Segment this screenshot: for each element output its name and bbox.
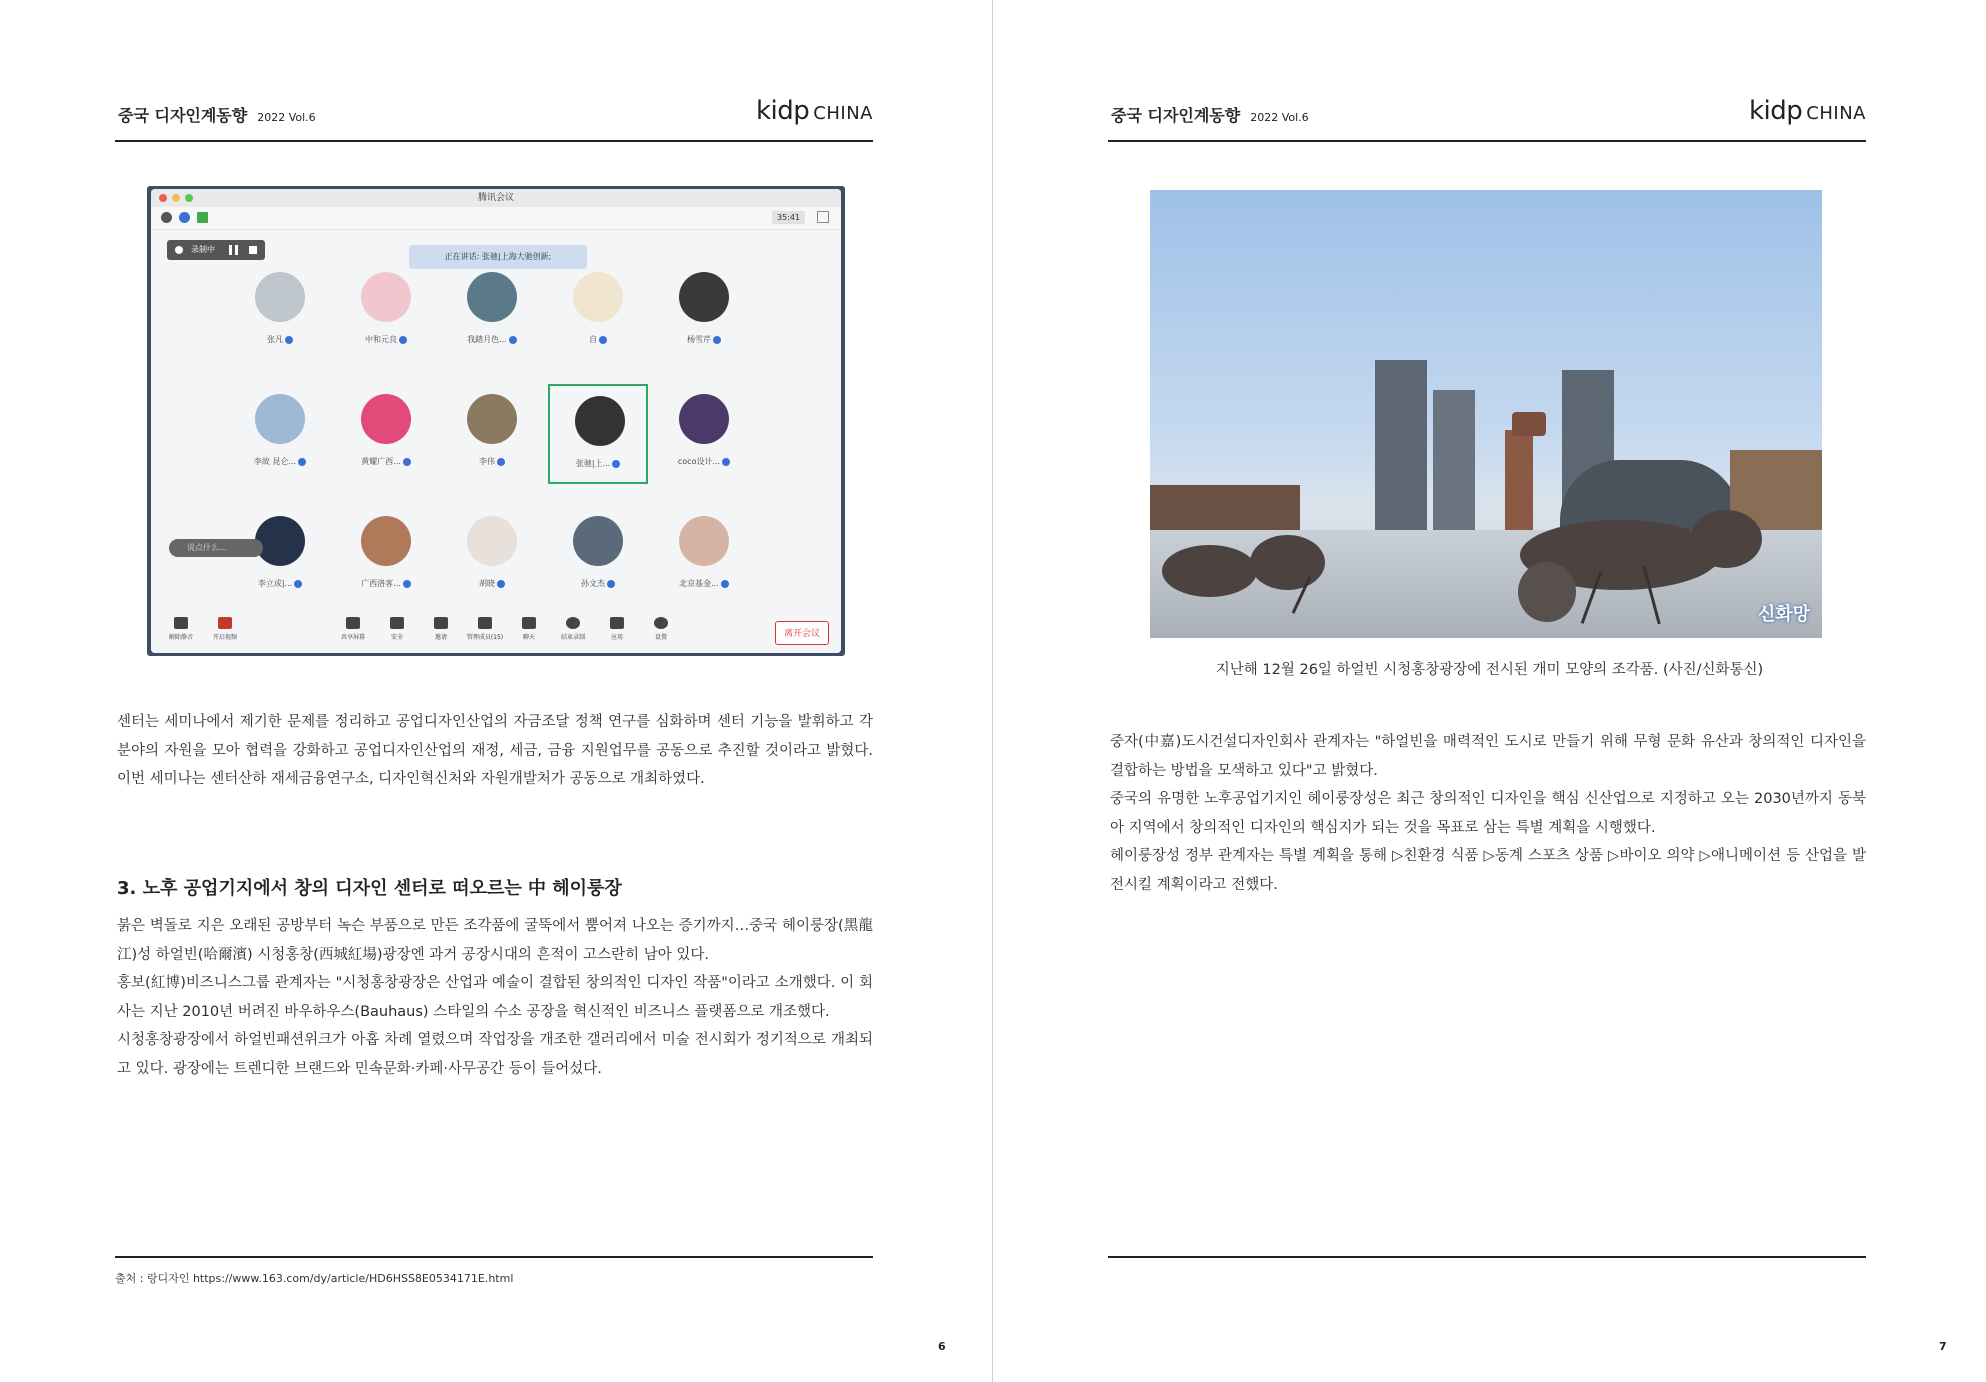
invite-label: 邀请	[434, 634, 447, 641]
paragraph-text: 센터는 세미나에서 제기한 문제를 정리하고 공업디자인산업의 자금조달 정책 연구를 심화하며 센터 기능을 발휘하고 각 분야의 자원을 모아 협력을 강화하고 공업디자인산업의 재정, 세금, 금융 지원업무를 공동으로 추진할 것이라고 밝혔다. 이번 세미나는 센터산하 재세금융연구소, 디자인혁신처와 자원개발처가 공동으로 개최하였다.	[117, 714, 873, 787]
section-paragraph-1: 붉은 벽돌로 지은 오래된 공방부터 녹슨 부품으로 만든 조각품에 굴뚝에서 뿜어져 나오는 증기까지…중국 헤이룽장(黑龍江)성 하얼빈(哈爾濱) 시청홍창(西城紅場)광장엔 과거 공장시대의 흔적이 고스란히 남아 있다.	[117, 918, 873, 963]
settings-label: 设置	[654, 634, 667, 641]
end-recording-button[interactable]	[551, 617, 595, 641]
start-video-label: 开启视频	[212, 634, 237, 641]
chat-icon	[522, 617, 536, 629]
brick-building	[1150, 485, 1300, 535]
member-badge-icon	[403, 458, 411, 466]
maximize-dot-icon[interactable]	[185, 194, 193, 202]
header-title	[118, 103, 316, 126]
participant-name-text: 张凡	[267, 335, 283, 344]
speaking-banner: 正在讲话: 张驰|上海大驰创新;	[409, 245, 587, 269]
avatar	[361, 272, 411, 322]
logo-kidp: kidp	[756, 96, 810, 126]
microphone-icon	[174, 617, 188, 629]
stop-icon[interactable]	[249, 246, 257, 254]
participant-name	[548, 334, 648, 345]
participant-tile[interactable]	[442, 262, 542, 362]
members-icon	[478, 617, 492, 629]
participant-tile[interactable]	[230, 384, 330, 484]
unmute-label: 解除静音	[168, 634, 193, 641]
section-paragraph-2: 홍보(紅博)비즈니스그룹 관계자는 "시청홍창광장은 산업과 예술이 결합된 창의적인 디자인 작품"이라고 소개했다. 이 회사는 지난 2010년 버려진 바우하우스(Bauhaus) 스타일의 수소 공장을 혁신적인 비즈니스 플랫폼으로 개조했다.	[117, 975, 873, 1020]
avatar	[255, 272, 305, 322]
security-icon	[390, 617, 404, 629]
cloud-record-icon	[175, 246, 183, 254]
right-page	[993, 0, 1986, 1382]
participant-name-text: 张驰|上...	[575, 459, 611, 468]
participant-name	[442, 334, 542, 345]
avatar	[573, 272, 623, 322]
footer-rule	[1108, 1256, 1866, 1258]
participant-tile[interactable]	[548, 262, 648, 362]
security-label: 安全	[390, 634, 403, 641]
ant-sculpture-small	[1250, 535, 1325, 590]
participant-name-text: 黄耀广西...	[361, 457, 401, 466]
ant-sculpture-photo	[1150, 190, 1822, 638]
video-meeting-screenshot	[147, 186, 845, 656]
share-screen-label: 共享屏幕	[340, 634, 365, 641]
water-tower	[1505, 430, 1533, 530]
right-body	[1110, 728, 1866, 899]
pause-icon[interactable]	[229, 245, 238, 255]
participant-name-text: coco设计...	[677, 457, 721, 466]
participant-name	[336, 456, 436, 467]
apps-icon	[610, 617, 624, 629]
settings-button[interactable]	[639, 617, 683, 641]
body-paragraph-1	[117, 708, 873, 794]
share-screen-icon	[346, 617, 360, 629]
section-paragraph-3: 시청홍창광장에서 하얼빈패션위크가 아홉 차례 열렸으며 작업장을 개조한 갤러리에서 미술 전시회가 정기적으로 개최되고 있다. 광장에는 트렌디한 브랜드와 민속문화·카페·사무공간 등이 들어섰다.	[117, 1032, 873, 1077]
leave-meeting-button[interactable]: 离开会议	[775, 621, 829, 645]
participant-name	[654, 456, 754, 467]
signal-icon	[197, 212, 208, 223]
member-badge-icon	[285, 336, 293, 344]
avatar	[679, 516, 729, 566]
avatar	[361, 394, 411, 444]
member-badge-icon	[294, 580, 302, 588]
participant-tile[interactable]	[654, 384, 754, 484]
share-screen-button[interactable]	[331, 617, 375, 641]
participant-name-text: 北京基金...	[679, 579, 719, 588]
section-body	[117, 912, 873, 1083]
member-badge-icon	[298, 458, 306, 466]
footer-rule	[115, 1256, 873, 1258]
avatar	[575, 396, 625, 446]
page-number: 7	[1939, 1340, 1947, 1353]
header-title-text: 중국 디자인계동향	[118, 106, 248, 125]
tower-building	[1375, 360, 1427, 535]
ant-sculpture-small	[1162, 545, 1257, 597]
participant-name	[336, 578, 436, 589]
page-number: 6	[938, 1340, 946, 1353]
participant-tile[interactable]	[442, 506, 542, 606]
source-citation: 출처 : 랑디자인 https://www.163.com/dy/article/HD6HSS8E0534171E.html	[115, 1272, 514, 1285]
meeting-window-title: 腾讯会议	[477, 193, 514, 203]
participant-tile[interactable]	[230, 262, 330, 362]
invite-button[interactable]	[419, 617, 463, 641]
photo-caption: 지난해 12월 26일 하얼빈 시청홍창광장에 전시된 개미 모양의 조각품. (사진/신화통신)	[1215, 662, 1764, 678]
participant-name	[230, 456, 330, 467]
right-paragraph-1: 중자(中嘉)도시건설디자인회사 관계자는 "하얼빈을 매력적인 도시로 만들기 위해 무형 문화 유산과 창의적인 디자인을 결합하는 방법을 모색하고 있다"고 밝혔다.	[1110, 734, 1866, 779]
member-badge-icon	[599, 336, 607, 344]
right-paragraph-3: 헤이룽장성 정부 관계자는 특별 계획을 통해 ▷친환경 식품 ▷동계 스포츠 상품 ▷바이오 의약 ▷애니메이션 등 산업을 발전시킬 계획이라고 전했다.	[1110, 848, 1866, 893]
kidp-logo	[1749, 96, 1866, 126]
participant-name-text: 中和元良	[365, 335, 397, 344]
recording-label: 录制中	[191, 245, 215, 254]
participant-name	[336, 334, 436, 345]
participant-name-text: 胡晓	[479, 579, 495, 588]
page-header	[115, 92, 873, 142]
participant-name	[230, 578, 330, 589]
avatar	[679, 394, 729, 444]
member-badge-icon	[497, 458, 505, 466]
chat-label: 聊天	[522, 634, 535, 641]
logo-china: CHINA	[813, 103, 873, 124]
member-badge-icon	[722, 458, 730, 466]
participant-name	[550, 458, 646, 469]
tower-building	[1433, 390, 1475, 535]
participant-name	[654, 578, 754, 589]
participant-name	[442, 578, 542, 589]
info-icon[interactable]	[161, 212, 172, 223]
fullscreen-icon[interactable]	[817, 211, 829, 223]
participant-tile[interactable]	[336, 262, 436, 362]
participant-name-text: 李伟	[479, 457, 495, 466]
meeting-timer: 35:41	[772, 211, 805, 224]
avatar	[255, 394, 305, 444]
participant-name	[654, 334, 754, 345]
member-badge-icon	[721, 580, 729, 588]
member-badge-icon	[607, 580, 615, 588]
avatar	[467, 516, 517, 566]
participant-tile[interactable]	[548, 506, 648, 606]
participant-name-text: 广西洛客...	[361, 579, 401, 588]
page-header	[1108, 92, 1866, 142]
shield-icon[interactable]	[179, 212, 190, 223]
avatar	[573, 516, 623, 566]
water-tower-top	[1512, 412, 1546, 436]
meeting-toolbar	[151, 207, 841, 230]
participant-name	[548, 578, 648, 589]
member-badge-icon	[403, 580, 411, 588]
record-icon	[566, 617, 580, 629]
avatar	[467, 394, 517, 444]
chat-input[interactable]: 说点什么...	[169, 539, 263, 557]
member-badge-icon	[509, 336, 517, 344]
recording-indicator[interactable]	[167, 240, 265, 260]
logo-kidp: kidp	[1749, 96, 1803, 126]
meeting-window	[151, 189, 841, 653]
meeting-title-bar	[151, 189, 841, 207]
ant-sculpture-large	[1690, 510, 1762, 568]
manage-members-label: 管理成员(15)	[466, 634, 504, 641]
manage-members-button[interactable]	[463, 617, 507, 641]
section-title: 3. 노후 공업기지에서 창의 디자인 센터로 떠오르는 中 헤이룽장	[117, 878, 622, 899]
unmute-button[interactable]	[159, 617, 203, 641]
member-badge-icon	[713, 336, 721, 344]
participant-name-text: 自	[589, 335, 597, 344]
participant-tile[interactable]	[336, 384, 436, 484]
header-title	[1111, 103, 1309, 126]
kidp-logo	[756, 96, 873, 126]
member-badge-icon	[497, 580, 505, 588]
participant-tile[interactable]	[336, 506, 436, 606]
participant-name-text: 李故 昆仑...	[253, 457, 297, 466]
avatar	[255, 516, 305, 566]
end-recording-label: 结束录制	[560, 634, 585, 641]
minimize-dot-icon[interactable]	[172, 194, 180, 202]
start-video-button[interactable]	[203, 617, 247, 641]
header-volume: 2022 Vol.6	[257, 111, 316, 124]
avatar	[467, 272, 517, 322]
right-paragraph-2: 중국의 유명한 노후공업기지인 헤이룽장성은 최근 창의적인 디자인을 핵심 신산업으로 지정하고 오는 2030년까지 동북아 지역에서 창의적인 디자인의 핵심지가 되는 것을 목표로 삼는 특별 계획을 시행했다.	[1110, 791, 1866, 836]
participant-name-text: 杨雪芹	[687, 335, 711, 344]
gear-icon	[654, 617, 668, 629]
participant-name	[230, 334, 330, 345]
participant-tile[interactable]	[548, 384, 648, 484]
header-volume: 2022 Vol.6	[1250, 111, 1309, 124]
apps-button[interactable]	[595, 617, 639, 641]
camera-icon	[218, 617, 232, 629]
participant-name-text: 李立成|...	[257, 579, 293, 588]
ant-sculpture-head	[1518, 562, 1576, 622]
member-badge-icon	[612, 460, 620, 468]
close-dot-icon[interactable]	[159, 194, 167, 202]
logo-china: CHINA	[1806, 103, 1866, 124]
participant-tile[interactable]	[654, 506, 754, 606]
participant-name	[442, 456, 542, 467]
avatar	[361, 516, 411, 566]
photo-watermark: 신화망	[1757, 604, 1810, 625]
participant-name-text: 我踏月色...	[467, 335, 507, 344]
chat-button[interactable]	[507, 617, 551, 641]
participant-name-text: 孙文杰	[581, 579, 605, 588]
meeting-bottom-bar	[151, 609, 841, 653]
member-badge-icon	[399, 336, 407, 344]
avatar	[679, 272, 729, 322]
participant-tile[interactable]	[442, 384, 542, 484]
apps-label: 应用	[610, 634, 623, 641]
participant-tile[interactable]	[654, 262, 754, 362]
security-button[interactable]	[375, 617, 419, 641]
invite-icon	[434, 617, 448, 629]
header-title-text: 중국 디자인계동향	[1111, 106, 1241, 125]
